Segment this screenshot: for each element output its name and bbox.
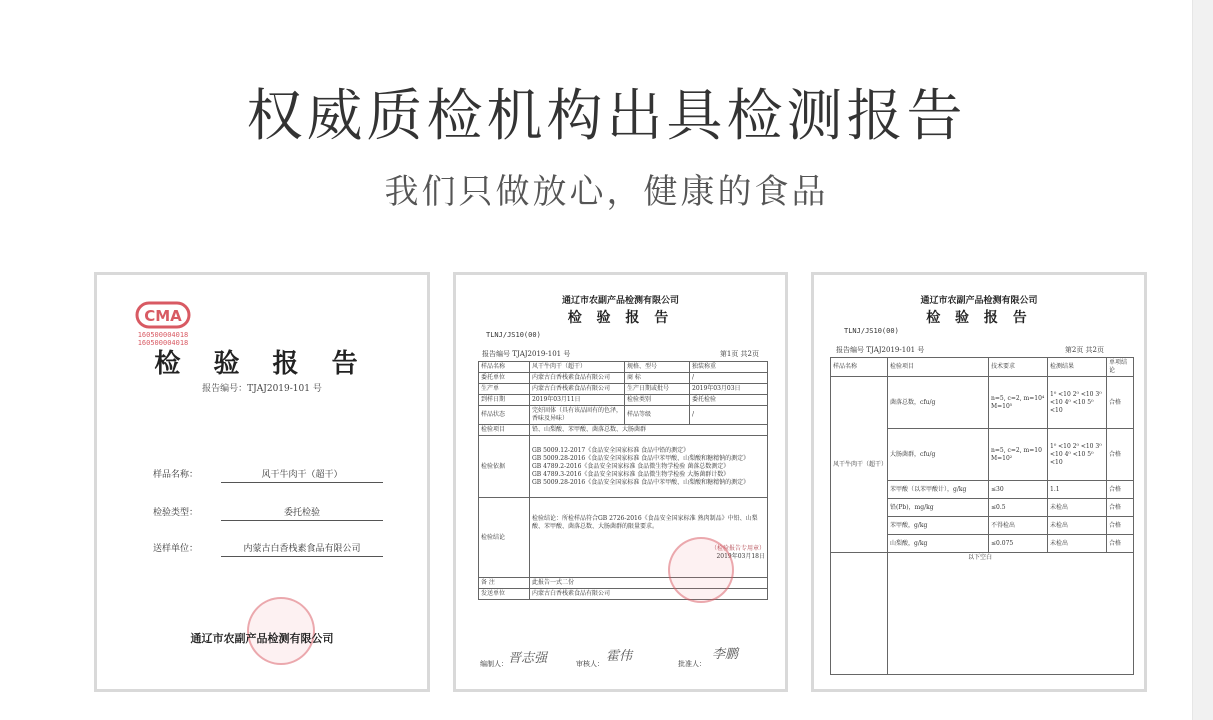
doc2-page: 第1页 共2页 (719, 350, 759, 358)
table-row: 山梨酸，g/kg ≤0.075 未检出 合格 (831, 535, 1134, 553)
svg-text:160500004018: 160500004018 (137, 331, 189, 339)
table-row: 检验项目 铅、山梨酸、苯甲酸、菌落总数、大肠菌群 (479, 425, 768, 436)
doc3-page: 第2页 共2页 (1064, 346, 1104, 354)
table-row: 样品状态 完好固体（具有该品固有的色泽，香味及异味） 样品等级 / (479, 406, 768, 425)
doc3-organization: 通辽市农副产品检测有限公司 (920, 296, 1038, 306)
report-title: 检 验 报 告 (154, 349, 370, 379)
signature: 李鹏 (712, 647, 739, 662)
table-row: 样品名称 风干牛肉干（超干） 规格、型号 独装称重 (479, 362, 768, 373)
signature: 晋志强 (508, 651, 548, 666)
table-row: 铅(Pb)，mg/kg ≤0.5 未检出 合格 (831, 499, 1134, 517)
report-cover-image: CMA 160500004018 160500004018 检 验 报 告 报告编号：TJAJ2019-101 号 样品名称： 风干牛肉干（超干） 检验类型： 委托检验 送样单位： 内蒙古白香栈素食品有限公司 通辽市农副产品检测有限公司 (94, 272, 430, 692)
table-row: 大肠菌群，cfu/g n=5, c=2, m=10 M=10² 1⁰ <10 2⁰ <10 3⁰ <10 4⁰ <10 5⁰ <10 合格 (831, 429, 1134, 481)
table-row: 风干牛肉干（超干） 菌落总数，cfu/g n=5, c=2, m=10⁴ M=10⁵ 1⁰ <10 2⁰ <10 3⁰ <10 4⁰ <10 5⁰ <10 合格 (831, 377, 1134, 429)
doc3-report-number: 报告编号 TJAJ2019-101 号 (836, 346, 925, 354)
table-row: 备 注 此报告一式二份 (479, 578, 768, 589)
signer-role: 编制人： (480, 660, 508, 668)
svg-text:160500004018: 160500004018 (137, 339, 189, 347)
table-row: 发送单位 内蒙古白香栈素食品有限公司 (479, 589, 768, 600)
signature: 霍伟 (606, 649, 633, 664)
table-row: 苯甲酸，g/kg 不得检出 未检出 合格 (831, 517, 1134, 535)
doc2-title: 检 验 报 告 (567, 310, 674, 326)
page-subtitle: 我们只做放心，健康的食品 (384, 172, 829, 212)
page-title: 权威质检机构出具检测报告 (246, 84, 967, 149)
doc3-title: 检 验 报 告 (926, 310, 1032, 326)
svg-text:CMA: CMA (144, 307, 182, 325)
table-row: 检验依据 GB 5009.12-2017《食品安全国家标准 食品中铅的测定》 GB 5009.28-2016《食品安全国家标准 食品中苯甲酸、山梨酸和糖精钠的测定》 GB 4789.2-2016《食品安全国家标准 食品微生物学检验 菌落总数测定》 GB 4789.3-2016《食品安全国家标准 食品微生物学检验 大肠菌群计数》 GB 5009.28-2016《食品安全国家标准 食品中苯甲酸、山梨酸和糖精钠的测定》 (479, 436, 768, 498)
table-row: 生产单 内蒙古白香栈素食品有限公司 生产日期或批号 2019年03月03日 (479, 384, 768, 395)
report-page-1-image (453, 272, 788, 692)
red-seal (668, 537, 734, 603)
table-row: 到样日期 2019年03月11日 检验类别 委托检验 (479, 395, 768, 406)
signer-role: 审核人： (576, 660, 604, 668)
table-row: 样品名称 检验项目 技术要求 检测结果 单项结论 (831, 358, 1134, 377)
report-number: 报告编号：TJAJ2019-101 号 (202, 384, 322, 394)
doc2-code: TLNJ/JS10(00) (486, 331, 541, 339)
table-row: 苯甲酸（以苯甲酸计），g/kg ≤30 1.1 合格 (831, 481, 1134, 499)
doc2-report-number: 报告编号 TJAJ2019-101 号 (482, 350, 571, 358)
table-row: 检验结论 检验结论：所检样品符合GB 2726-2016《食品安全国家标准 熟肉制品》中铅、山梨酸、苯甲酸、菌落总数、大肠菌群的限量要求。 （检验报告专用章） 2019年03月18日 (479, 498, 768, 578)
signer-role: 批准人： (678, 660, 706, 668)
doc3-code: TLNJ/JS10(00) (844, 327, 899, 335)
report-page-2-image (811, 272, 1147, 692)
table-row: 以下空白 (831, 553, 1134, 675)
doc3-table (830, 357, 1134, 675)
table-row: 委托单位 内蒙古白香栈素食品有限公司 商 标 / (479, 373, 768, 384)
issuing-organization: 通辽市农副产品检测有限公司 (190, 632, 334, 645)
doc2-organization: 通辽市农副产品检测有限公司 (561, 296, 679, 306)
